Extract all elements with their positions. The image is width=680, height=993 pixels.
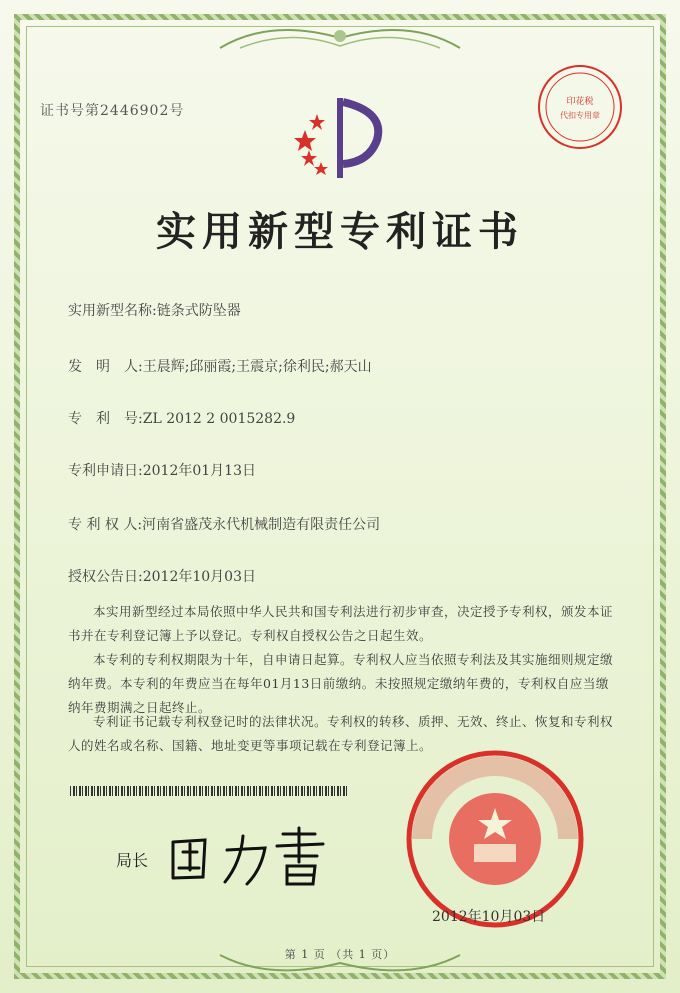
certificate-number: 证书号第2446902号 [40, 103, 185, 119]
top-ornament [210, 18, 470, 58]
tax-stamp [535, 62, 625, 152]
seal-date: 2012年10月03日 [432, 909, 546, 925]
paragraph-term-and-fees: 本专利的专利权期限为十年，自申请日起算。专利权人应当依照专利法及其实施细则规定缴纳年费。本专利的年费应当在每年01月13日前缴纳。未按照规定缴纳年费的，专利权自应当缴纳年费期满之日起终止。 [68, 652, 614, 715]
field-label: 发 明 人: [68, 359, 143, 375]
barcode [70, 786, 348, 796]
director-signature [165, 822, 335, 892]
paragraph-legal-status: 专利证书记载专利权登记时的法律状况。专利权的转移、质押、无效、终止、恢复和专利权人的姓名或名称、国籍、地址变更等事项记载在专利登记簿上。 [68, 714, 614, 753]
field-inventors [68, 356, 372, 376]
field-patent-number [68, 408, 295, 428]
field-label: 实用新型名称: [68, 303, 157, 319]
page-title: 实用新型专利证书 [156, 208, 524, 255]
paragraph-grant-statement: 本实用新型经过本局依照中华人民共和国专利法进行初步审查，决定授予专利权，颁发本证书并在专利登记簿上予以登记。专利权自授权公告之日起生效。 [68, 604, 614, 643]
field-label: 授权公告日: [68, 569, 143, 585]
field-value: 2012年10月03日 [142, 569, 256, 585]
field-value: ZL 2012 2 0015282.9 [142, 411, 296, 427]
field-label: 专 利 权 人: [68, 517, 143, 533]
field-grant-date [68, 566, 256, 586]
field-value: 王晨辉;邱丽霞;王震京;徐利民;郝天山 [142, 359, 372, 375]
page-footer: 第 1 页 （共 1 页） [284, 948, 396, 961]
field-patentee [68, 514, 380, 534]
field-label: 专利申请日: [68, 463, 143, 479]
director-label: 局长 [116, 851, 149, 870]
svg-text:印花税: 印花税 [566, 97, 594, 107]
field-utility-model-name [68, 300, 241, 320]
field-value: 链条式防坠器 [156, 303, 241, 319]
field-value: 2012年01月13日 [142, 463, 256, 479]
patent-office-logo-icon [285, 92, 395, 182]
official-seal [402, 746, 588, 932]
field-label: 专 利 号: [68, 411, 143, 427]
svg-text:代扣专用章: 代扣专用章 [560, 111, 600, 120]
field-value: 河南省盛茂永代机械制造有限责任公司 [142, 517, 381, 533]
field-application-date [68, 460, 256, 480]
